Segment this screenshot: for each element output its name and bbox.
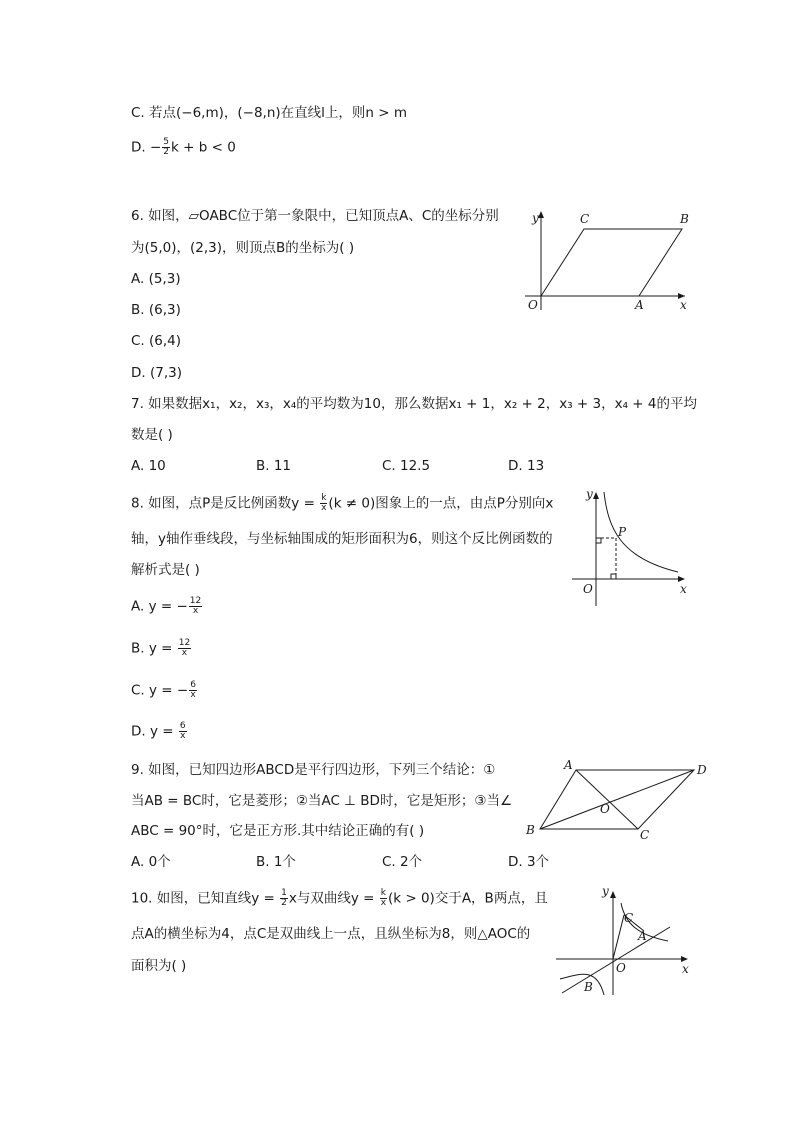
q5-option-d-num: 5 (163, 137, 170, 147)
q8-right-angle-y (596, 538, 601, 543)
q8-option-a-prefix: A. y = − (131, 598, 188, 615)
q8-y-arrow (593, 492, 599, 499)
q9-label-a: A (564, 758, 573, 772)
q10-stem-part-b: x与双曲线y = (288, 890, 379, 907)
q6-stem-line1: 6. 如图，▱OABC位于第一象限中，已知顶点A、C的坐标分别 (131, 208, 499, 224)
q8-option-d-fraction (179, 722, 187, 741)
q8-option-c-den: x (190, 690, 196, 700)
q8-option-a-den: x (192, 606, 199, 616)
q8-right-angle-x (611, 574, 616, 579)
q8-stem-line1 (131, 494, 553, 513)
q9-stem-line3: ABC = 90°时，它是正方形.其中结论正确的有( ) (131, 823, 425, 839)
q10-stem-num1: 1 (281, 888, 287, 898)
q10-stem-part-a: 10. 如图，已知直线y = (131, 890, 280, 907)
q8-option-d-den: x (180, 731, 186, 741)
q6-option-d: D. (7,3) (131, 365, 182, 381)
q10-label-b: B (584, 980, 593, 994)
q6-label-x: x (680, 298, 687, 312)
q8-option-d-num: 6 (179, 721, 186, 731)
q10-hyperbola-branch-3 (560, 974, 604, 995)
q6-y-arrow (538, 211, 544, 218)
q9-option-b: B. 1个 (256, 854, 296, 870)
q10-stem-den1: 2 (281, 898, 287, 908)
q8-option-b (131, 639, 192, 658)
q5-option-d-suffix: k + b < 0 (171, 139, 236, 156)
q6-label-c: C (580, 212, 590, 226)
q6-label-a: A (635, 298, 644, 312)
q10-stem-part-c: (k > 0)交于A，B两点，且 (387, 890, 548, 907)
q8-option-d-prefix: D. y = (131, 723, 178, 740)
q9-label-c: C (640, 828, 650, 842)
q6-option-c: C. (6,4) (131, 333, 182, 349)
q8-label-p: P (618, 525, 627, 539)
q8-option-a-num: 12 (189, 596, 202, 606)
q10-label-y: y (602, 884, 609, 898)
q7-option-b: B. 11 (256, 458, 292, 474)
q10-y-arrow (610, 891, 616, 898)
q6-option-b: B. (6,3) (131, 302, 181, 318)
q9-option-d: D. 3个 (508, 854, 550, 870)
q5-option-d-den: 2 (163, 147, 170, 157)
q6-label-y: y (532, 211, 539, 225)
q5-option-c: C. 若点(−6,m)，(−8,n)在直线l上，则n > m (131, 105, 408, 121)
q10-stem-line2: 点A的横坐标为4，点C是双曲线上一点，且纵坐标为8，则△AOC的 (131, 926, 531, 942)
q10-stem-line3: 面积为( ) (131, 958, 187, 974)
q8-stem-num: k (321, 493, 327, 503)
q10-stem-num2: k (380, 888, 386, 898)
q8-stem-den: x (321, 503, 327, 513)
q8-option-a (131, 597, 203, 616)
q8-stem-line3: 解析式是( ) (131, 562, 200, 578)
q5-option-d-fraction (162, 138, 170, 157)
q8-stem-part-b: (k ≠ 0)图象上的一点，由点P分别向x (328, 495, 554, 512)
q10-label-o: O (616, 961, 626, 975)
q5-option-d (131, 138, 236, 157)
q8-stem-fraction (320, 494, 327, 513)
q7-option-a: A. 10 (131, 458, 166, 474)
q9-parallelogram-figure (520, 758, 720, 843)
q10-segment-oc (613, 915, 624, 959)
q9-option-c: C. 2个 (382, 854, 423, 870)
q10-stem-line1 (131, 889, 548, 908)
q10-stem-den2: x (380, 898, 387, 908)
q8-option-a-fraction (189, 597, 202, 616)
q9-stem-line2: 当AB = BC时，它是菱形；②当AC ⊥ BD时，它是矩形；③当∠ (131, 793, 513, 809)
q8-option-c-fraction (189, 681, 197, 700)
q9-label-d: D (697, 763, 707, 777)
q10-stem-fraction2 (380, 889, 387, 908)
q8-label-o: O (583, 582, 593, 596)
q8-option-c (131, 681, 198, 700)
q6-stem-line2: 为(5,0)，(2,3)，则顶点B的坐标为( ) (131, 240, 355, 256)
q10-label-c: C (624, 911, 634, 925)
q9-diagonal-ac (576, 770, 638, 829)
q10-stem-fraction1 (280, 889, 288, 908)
q5-option-d-prefix: D. − (131, 139, 162, 156)
q9-stem-line1: 9. 如图，已知四边形ABCD是平行四边形，下列三个结论：① (131, 762, 496, 778)
q8-stem-part-a: 8. 如图，点P是反比例函数y = (131, 495, 320, 512)
q8-option-c-num: 6 (190, 680, 196, 690)
q6-option-a: A. (5,3) (131, 271, 181, 287)
q9-diagonal-bd (540, 770, 694, 829)
q8-option-b-den: x (181, 648, 188, 658)
q8-label-x: x (680, 582, 687, 596)
q8-hyperbola-branch (604, 492, 678, 572)
q10-line-hyperbola-figure (552, 883, 697, 998)
q9-label-b: B (526, 823, 535, 837)
q10-label-x: x (682, 962, 689, 976)
q6-label-b: B (680, 212, 689, 226)
q8-option-c-prefix: C. y = − (131, 682, 189, 699)
q7-option-d: D. 13 (508, 458, 545, 474)
q6-parallelogram-figure (520, 205, 695, 315)
q8-option-d (131, 722, 188, 741)
q10-label-a: A (638, 929, 647, 943)
q9-label-o: O (600, 802, 610, 816)
q7-stem-line2: 数是( ) (131, 427, 173, 443)
q8-hyperbola-figure (570, 488, 695, 608)
q8-option-b-num: 12 (178, 638, 191, 648)
q8-label-y: y (586, 488, 593, 501)
q8-option-b-prefix: B. y = (131, 640, 177, 657)
q6-parallelogram-oabc (541, 229, 682, 296)
q8-option-b-fraction (178, 639, 191, 658)
q7-stem-line1: 7. 如果数据x₁，x₂，x₃，x₄的平均数为10，那么数据x₁ + 1，x₂ + 2，x₃ + 3，x₄ + 4的平均 (131, 396, 697, 412)
q7-option-c: C. 12.5 (382, 458, 431, 474)
q6-label-o: O (528, 298, 538, 312)
q8-stem-line2: 轴，y轴作垂线段，与坐标轴围成的矩形面积为6，则这个反比例函数的 (131, 531, 553, 547)
q9-option-a: A. 0个 (131, 854, 171, 870)
